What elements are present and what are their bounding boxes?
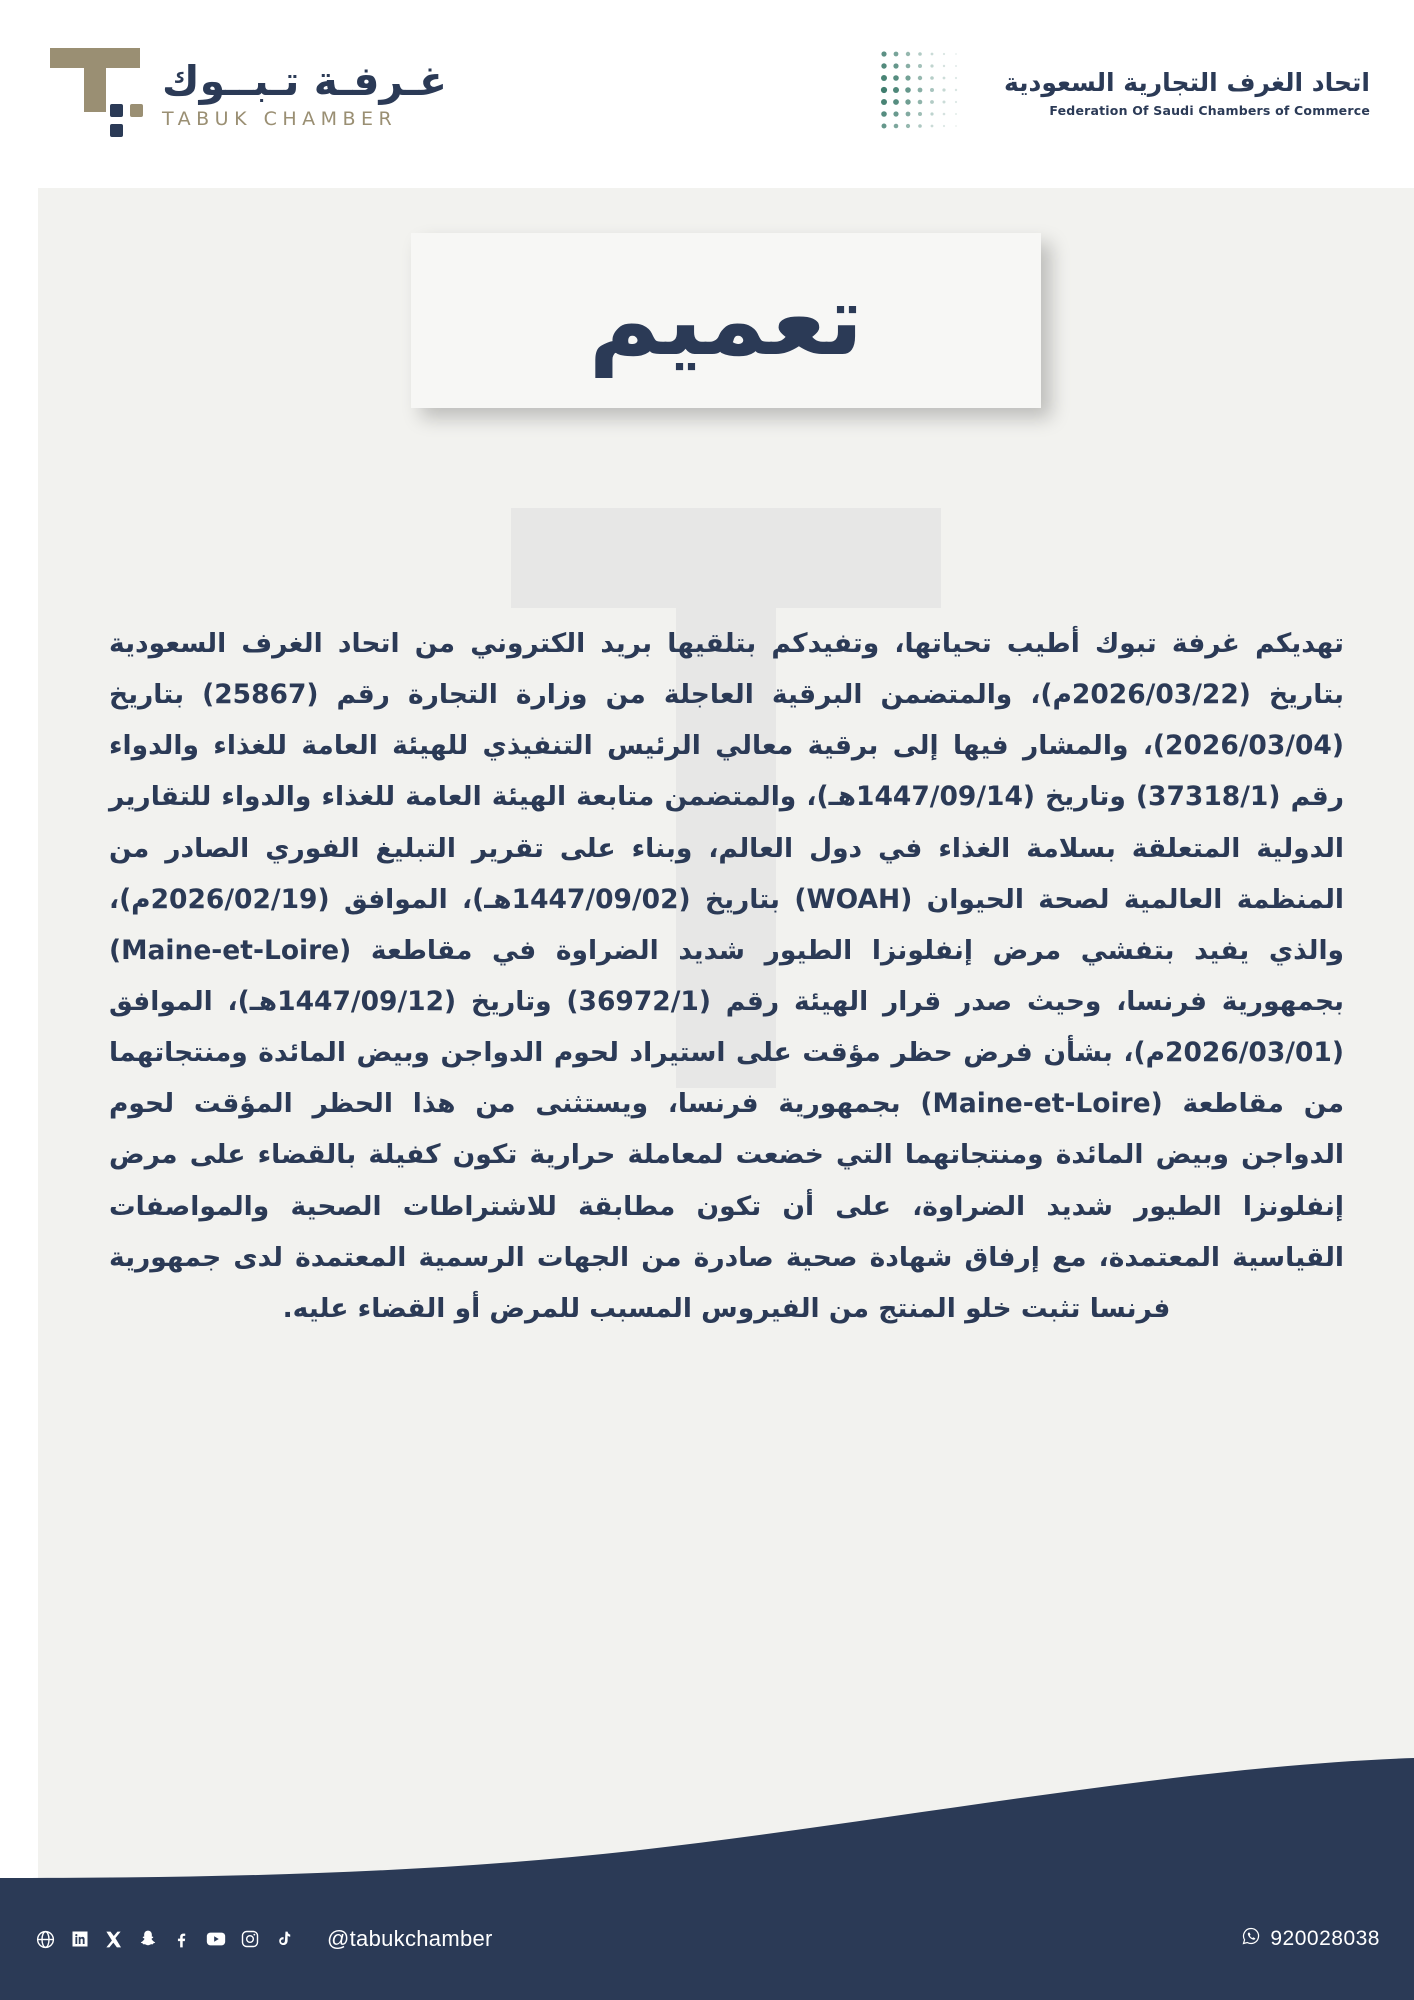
- document-sheet: [38, 188, 1414, 1878]
- page-title: تعميم: [588, 263, 864, 378]
- social-handle: @tabukchamber: [327, 1926, 493, 1951]
- tabuk-chamber-logo: [44, 42, 447, 146]
- document-title-box: [411, 233, 1041, 408]
- document-body-text: تهديكم غرفة تبوك أطيب تحياتها، وتفيدكم بتلقيها بريد الكتروني من اتحاد الغرف السعودية بتاريخ (2026/03/22م)، والمتضمن البرقية العاجلة من وزارة التجارة رقم (25867) بتاريخ (2026/03/04)، والمشار فيها إلى برقية معالي الرئيس التنفيذي للهيئة العامة للغذاء والدواء رقم (37318/1) وتاريخ (1447/09/14هـ)، والمتضمن متابعة الهيئة العامة للغذاء والدواء للتقارير الدولية المتعلقة بسلامة الغذاء في دول العالم، وبناء على تقرير التبليغ الفوري الصادر من المنظمة العالمية لصحة الحيوان (WOAH) بتاريخ (1447/09/02هـ)، الموافق (2026/02/19م)، والذي يفيد بتفشي مرض إنفلونزا الطيور شديد الضراوة في مقاطعة (Maine-et-Loire) بجمهورية فرنسا، وحيث صدر قرار الهيئة رقم (36972/1) وتاريخ (1447/09/12هـ)، الموافق (2026/03/01م)، بشأن فرض حظر مؤقت على استيراد لحوم الدواجن وبيض المائدة ومنتجاتهما من مقاطعة (Maine-et-Loire) بجمهورية فرنسا، ويستثنى من هذا الحظر المؤقت لحوم الدواجن وبيض المائدة ومنتجاتهما التي خضعت لمعاملة حرارية تكون كفيلة بالقضاء على مرض إنفلونزا الطيور شديد الضراوة، على أن تكون مطابقة للاشتراطات الصحية والمواصفات القياسية المعتمدة، مع إرفاق شهادة صحية صادرة من الجهات الرسمية المعتمدة لدى جمهورية فرنسا تثبت خلو المنتج من الفيروس المسبب للمرض أو القضاء عليه.: [109, 628, 1344, 1324]
- dotted-gradient-square-icon: [878, 46, 986, 142]
- chamber-name-en: TABUK CHAMBER: [162, 107, 398, 130]
- federation-logo: [878, 46, 1370, 142]
- federation-name-en: Federation Of Saudi Chambers of Commerce: [1049, 103, 1370, 119]
- tabuk-chamber-monogram-icon: [44, 42, 146, 146]
- document-footer: [0, 1878, 1414, 2000]
- document-header: [0, 0, 1414, 188]
- linkedin-icon[interactable]: [68, 1928, 91, 1951]
- federation-name-ar: اتحاد الغرف التجارية السعودية: [1003, 68, 1370, 98]
- instagram-icon[interactable]: [238, 1928, 261, 1951]
- contact-phone: [1241, 1926, 1380, 1952]
- whatsapp-icon: [1241, 1926, 1261, 1952]
- footer-curve-decoration: [0, 1758, 1414, 1878]
- phone-number: 920028038: [1270, 1927, 1380, 1950]
- chamber-name-ar: غـرفـة تـبــوك: [162, 56, 447, 105]
- tiktok-icon[interactable]: [272, 1928, 295, 1951]
- globe-icon[interactable]: [34, 1928, 57, 1951]
- social-icons: [34, 1928, 295, 1951]
- youtube-icon[interactable]: [204, 1928, 227, 1951]
- footer-social-block: [34, 1926, 493, 1952]
- facebook-icon[interactable]: [170, 1928, 193, 1951]
- federation-logo-text: [1004, 69, 1370, 118]
- x-twitter-icon[interactable]: [102, 1928, 125, 1951]
- tabuk-logo-text: [162, 56, 447, 130]
- snapchat-icon[interactable]: [136, 1928, 159, 1951]
